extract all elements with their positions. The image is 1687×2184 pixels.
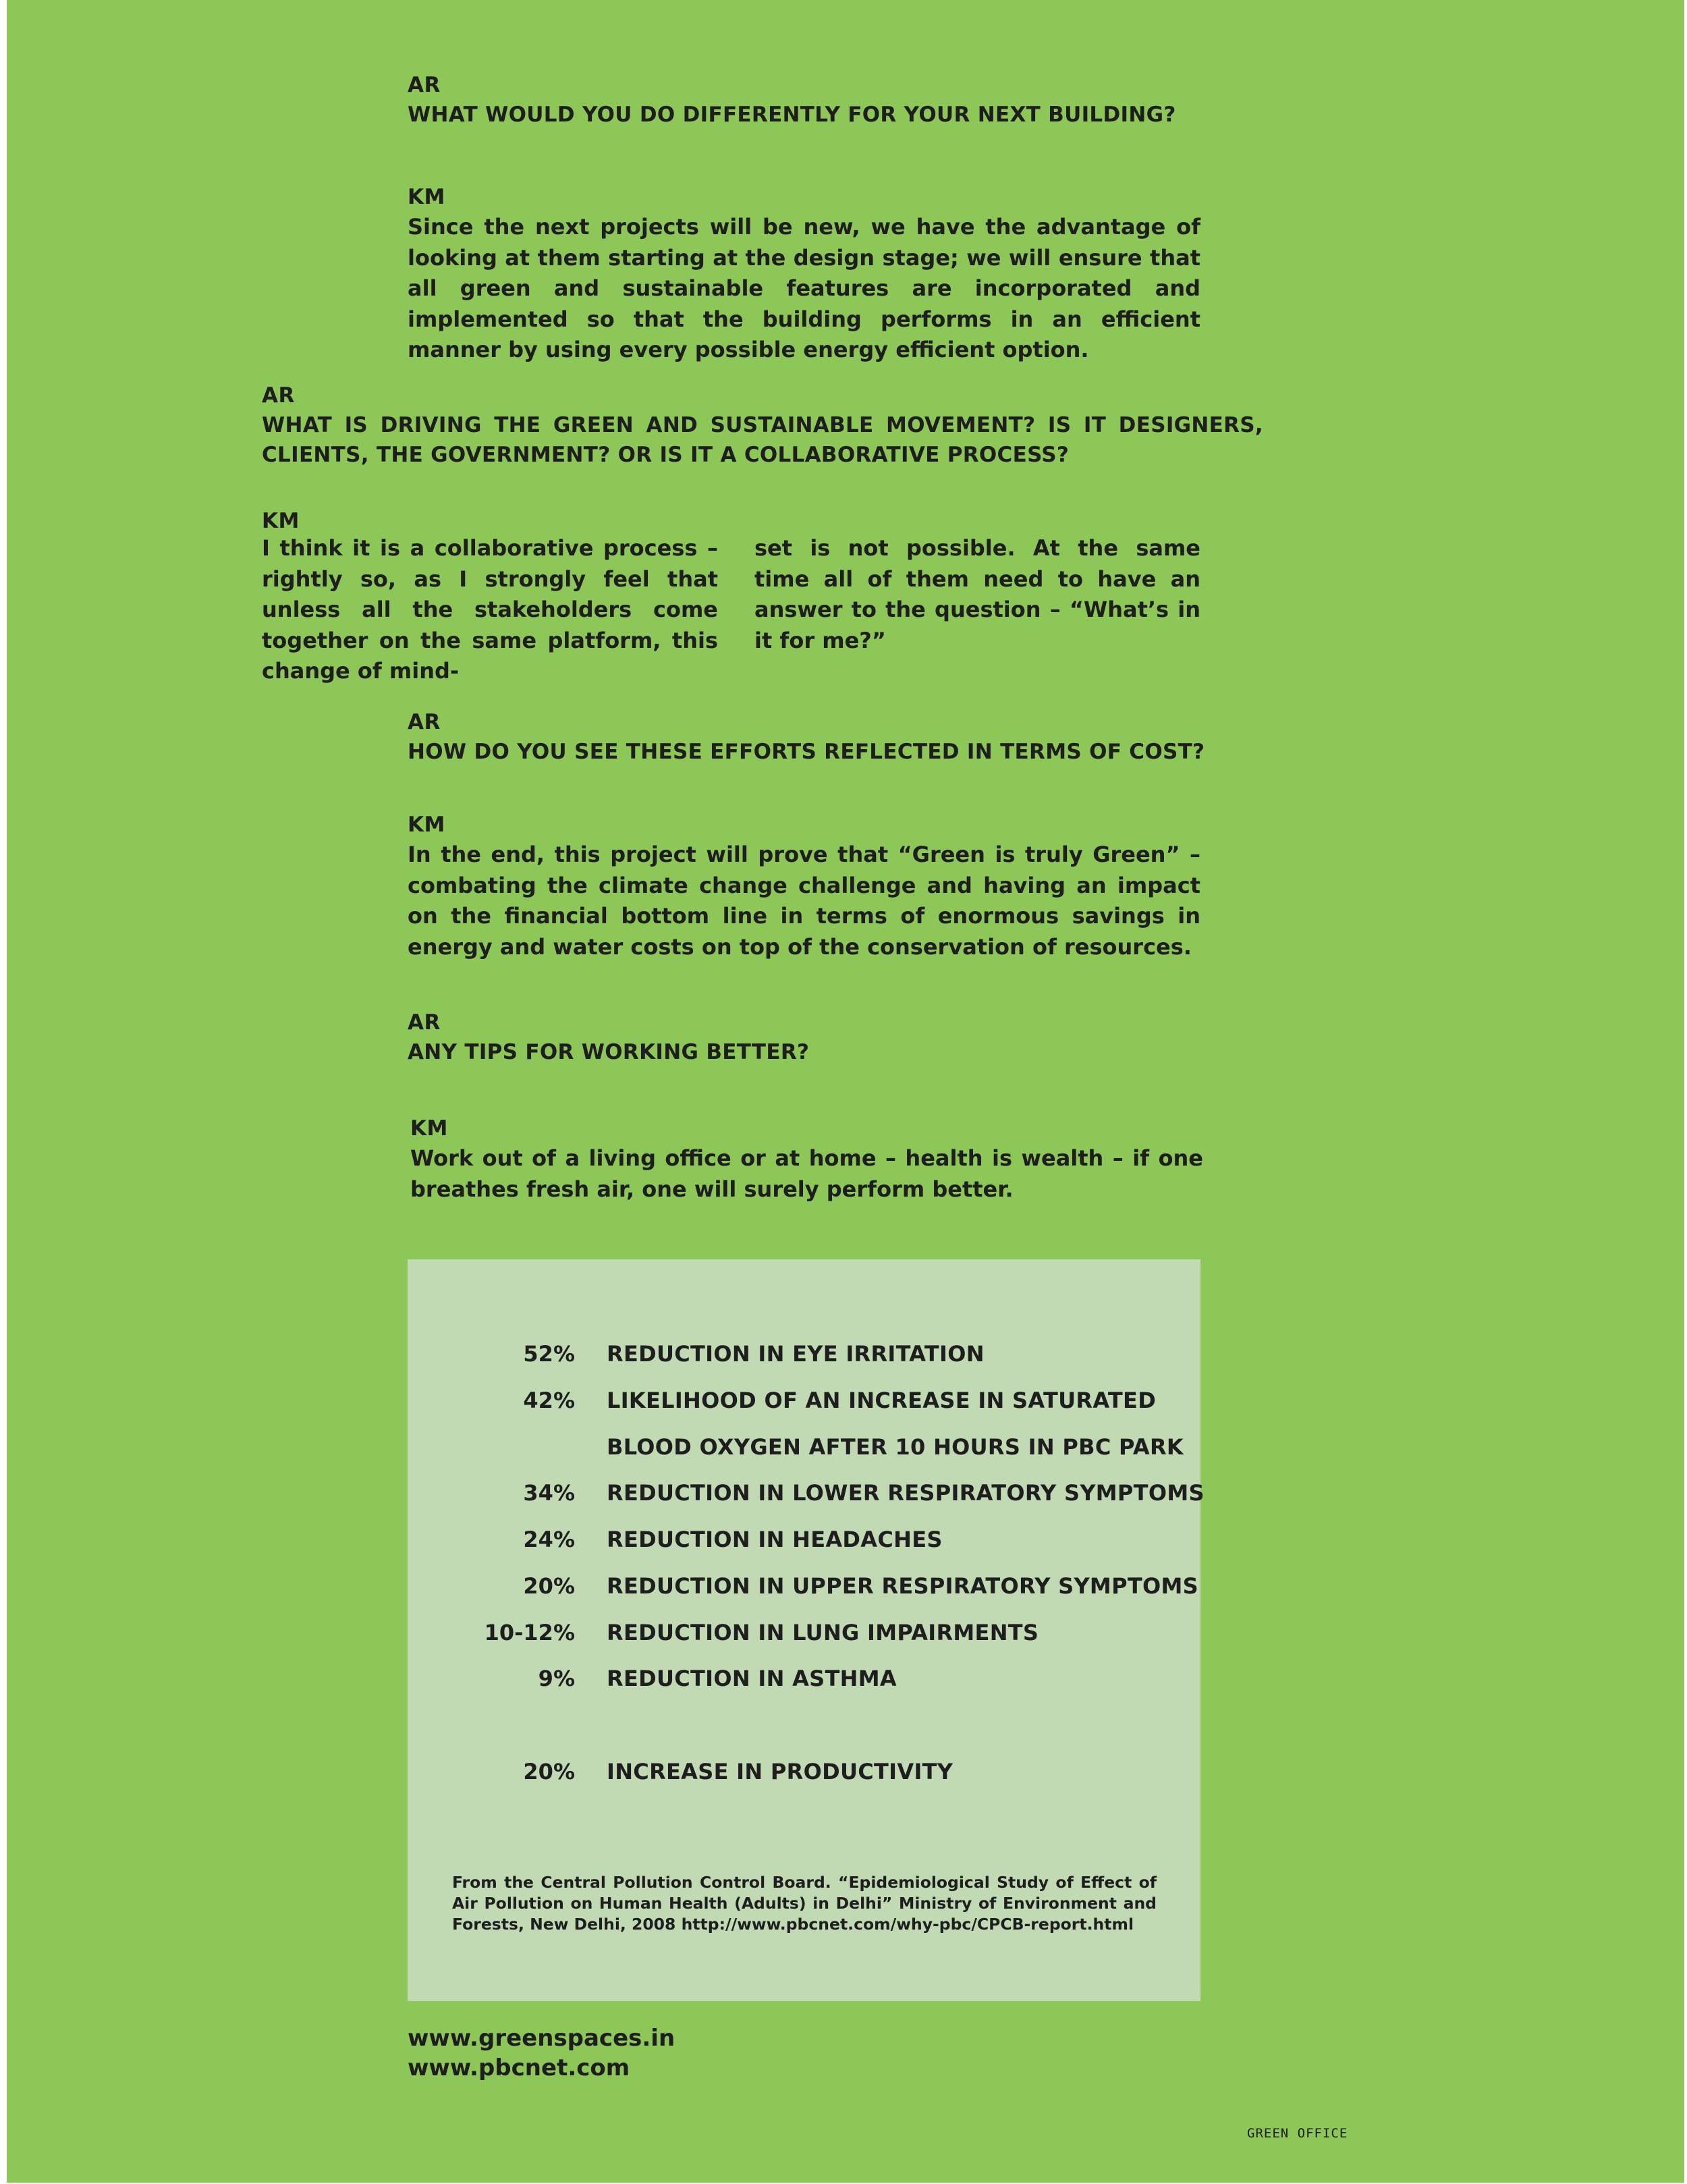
stat-row xyxy=(408,1384,1200,1417)
answer-text: In the end, this project will prove that “Green is truly Green” – combating the climate change challenge and having an impact on the financial bottom line in terms of enormous savings in energy and water costs on top of the conservation of resources. xyxy=(408,842,1200,960)
answer-column-left: I think it is a collaborative process – rightly so, as I strongly feel that unless all the stakeholders come together on the same platform, this change of mind- xyxy=(262,535,718,684)
stat-row xyxy=(408,1430,1200,1464)
stat-label: REDUCTION IN ASTHMA xyxy=(607,1666,897,1691)
question-text: HOW DO YOU SEE THESE EFFORTS REFLECTED IN TERMS OF COST? xyxy=(408,740,1205,764)
website-links xyxy=(408,2023,675,2083)
speaker-label: KM xyxy=(408,185,445,209)
stat-percent: 52% xyxy=(523,1341,575,1367)
answer-4 xyxy=(410,1114,1203,1205)
stat-label: INCREASE IN PRODUCTIVITY xyxy=(607,1759,953,1784)
stat-percent: 42% xyxy=(523,1388,575,1413)
answer-1 xyxy=(408,182,1200,366)
speaker-label: KM xyxy=(262,509,300,533)
stat-percent: 20% xyxy=(523,1573,575,1599)
link-pbcnet[interactable]: www.pbcnet.com xyxy=(408,2054,630,2081)
stat-row xyxy=(408,1523,1200,1556)
question-text: ANY TIPS FOR WORKING BETTER? xyxy=(408,1040,810,1064)
question-4 xyxy=(408,1008,1217,1067)
stat-label: REDUCTION IN LOWER RESPIRATORY SYMPTOMS xyxy=(607,1480,1205,1506)
section-footer: GREEN OFFICE xyxy=(1247,2126,1348,2141)
stat-label: REDUCTION IN HEADACHES xyxy=(607,1527,943,1552)
stat-row xyxy=(408,1616,1200,1649)
stat-percent: 10-12% xyxy=(484,1620,575,1645)
answer-3 xyxy=(408,810,1200,962)
question-text: WHAT WOULD YOU DO DIFFERENTLY FOR YOUR NEXT BUILDING? xyxy=(408,103,1176,127)
stat-label: LIKELIHOOD OF AN INCREASE IN SATURATED xyxy=(607,1388,1157,1413)
stat-row xyxy=(408,1569,1200,1603)
stat-label: REDUCTION IN EYE IRRITATION xyxy=(607,1341,985,1367)
stat-percent: 9% xyxy=(538,1666,575,1691)
speaker-label: AR xyxy=(262,383,295,408)
stat-percent: 24% xyxy=(523,1527,575,1552)
stat-row xyxy=(408,1476,1205,1510)
speaker-label: AR xyxy=(408,73,441,97)
speaker-label: AR xyxy=(408,1010,441,1035)
link-greenspaces[interactable]: www.greenspaces.in xyxy=(408,2025,675,2052)
speaker-label: AR xyxy=(408,710,441,734)
stat-percent: 34% xyxy=(523,1480,575,1506)
stat-row xyxy=(408,1755,1200,1789)
stat-percent: 20% xyxy=(523,1759,575,1784)
page xyxy=(7,0,1684,2183)
answer-column-right: set is not possible. At the same time all of them need to have an answer to the question – “What’s in it for me?” xyxy=(754,535,1200,653)
question-2 xyxy=(262,381,1263,470)
stat-row xyxy=(408,1662,1200,1695)
stat-label: BLOOD OXYGEN AFTER 10 HOURS IN PBC PARK xyxy=(607,1434,1184,1460)
question-1 xyxy=(408,70,1217,130)
speaker-label: KM xyxy=(408,813,445,837)
question-text: WHAT IS DRIVING THE GREEN AND SUSTAINABLE MOVEMENT? IS IT DESIGNERS, CLIENTS, THE GOVERNMENT? OR IS IT A COLLABORATIVE PROCESS? xyxy=(262,413,1263,467)
speaker-label: KM xyxy=(410,1116,448,1141)
stats-panel xyxy=(408,1259,1205,2001)
answer-2 xyxy=(262,506,1200,684)
stat-row xyxy=(408,1337,1200,1371)
question-3 xyxy=(408,707,1251,767)
answer-text: Since the next projects will be new, we have the advantage of looking at them starting at the design stage; we will ensure that all green and sustainable features are incorporated and implemented so that the building performs in an efficient manner by using every possible energy efficient option. xyxy=(408,214,1200,362)
answer-text: Work out of a living office or at home – health is wealth – if one breathes fresh air, one will surely perform better. xyxy=(410,1145,1203,1202)
stat-label: REDUCTION IN LUNG IMPAIRMENTS xyxy=(607,1620,1039,1645)
source-citation: From the Central Pollution Control Board. “Epidemiological Study of Effect of Air Pollution on Human Health (Adults) in Delhi” Ministry of Environment and Forests, New Delhi, 2008 http://www.pbcnet.com/why-pbc/CPCB-report.html xyxy=(452,1873,1157,1934)
stat-label: REDUCTION IN UPPER RESPIRATORY SYMPTOMS xyxy=(607,1573,1198,1599)
